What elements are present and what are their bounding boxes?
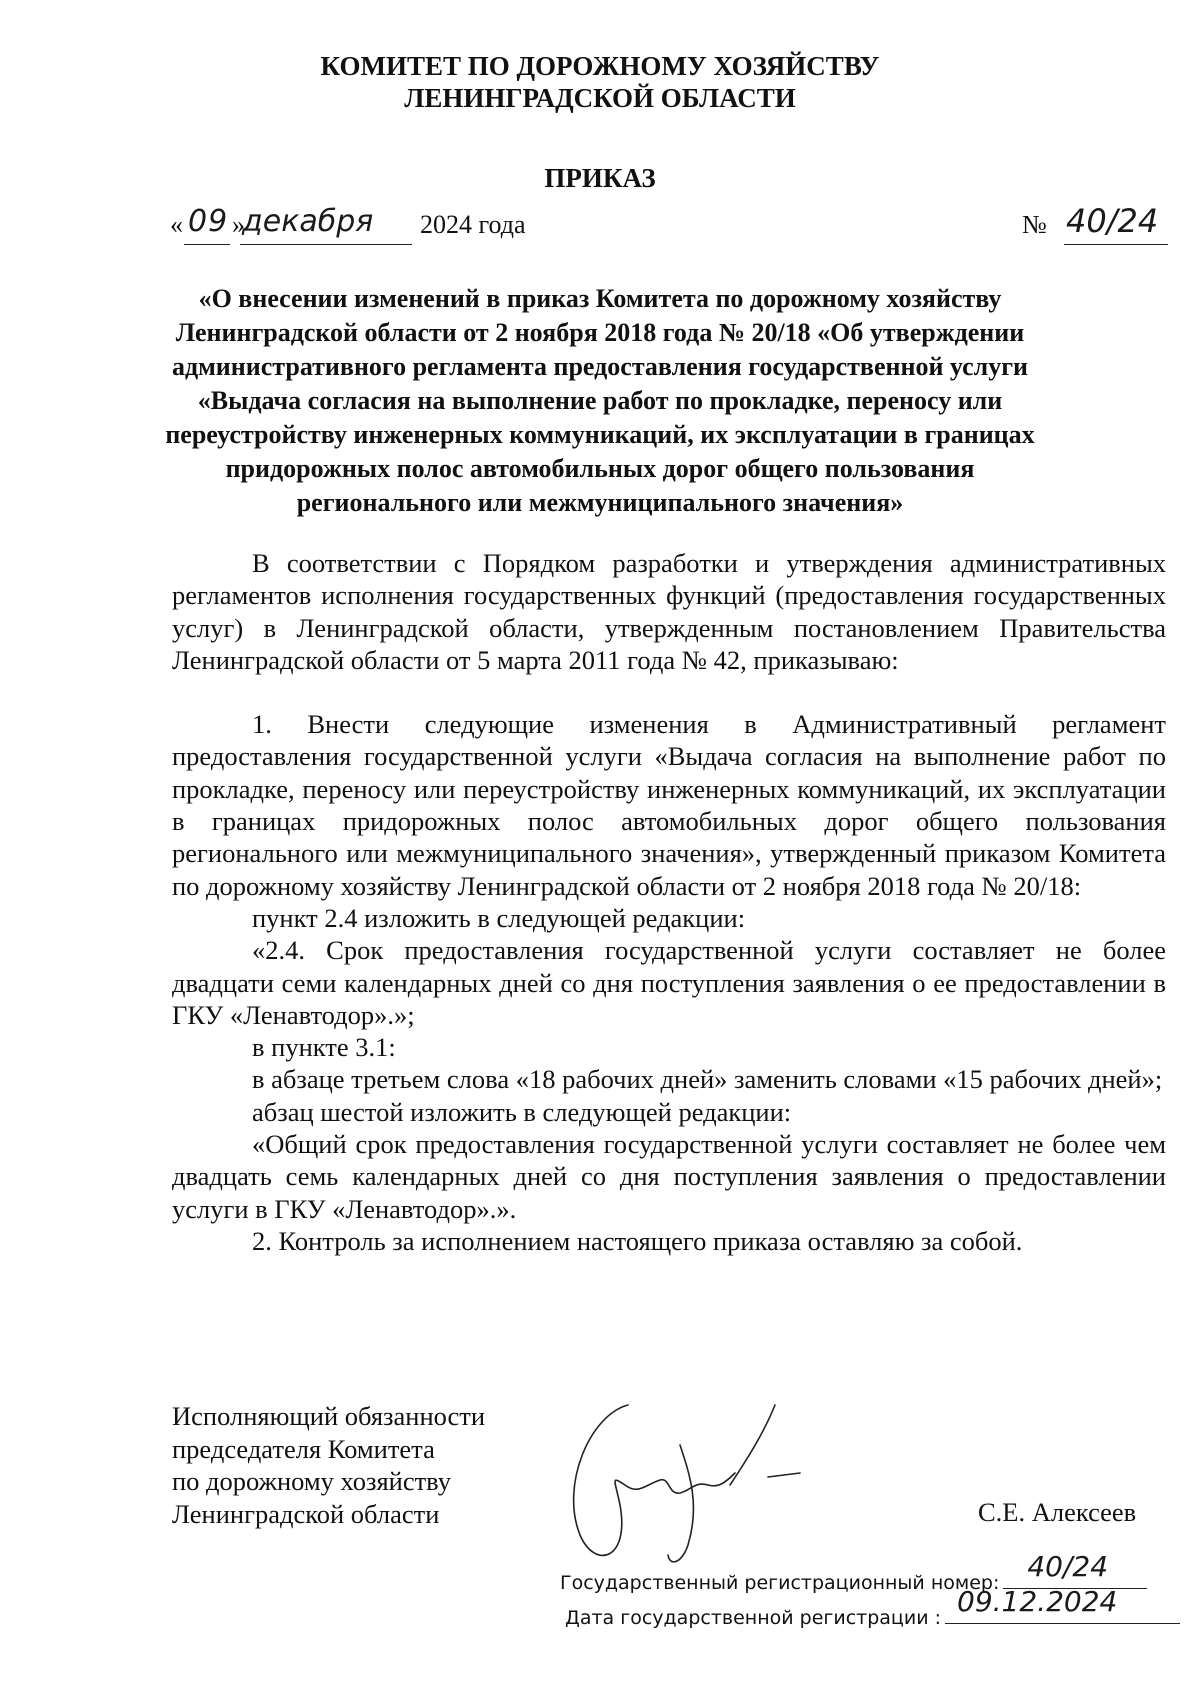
order-number bbox=[1022, 202, 1172, 250]
handwritten-signature bbox=[550, 1385, 850, 1575]
point-3-1-paragraph-6-text: «Общий срок предоставления государственной услуги составляет не более чем двадцать семь календарных дней со дня поступления заявления о предоставлении услуги в ГКУ «Ленавтодор».». bbox=[172, 1129, 1166, 1224]
point-3-1-paragraph-6-intro: абзац шестой изложить в следующей редакции: bbox=[252, 1096, 792, 1127]
signer-title-line2: председателя Комитета bbox=[172, 1433, 435, 1464]
order-subject: «О внесении изменений в приказ Комитета по дорожному хозяйству Ленинградской области от 2 ноября 2018 года № 20/18 «Об утверждении административного регламента предоставления государственной услуги «Выдача согласия на выполнение работ по прокладке, переносу или переустройству инженерных коммуникаций, их эксплуатации в границах придорожных полос автомобильных дорог общего пользования регионального или межмуниципального значения» bbox=[165, 284, 1035, 517]
date-month-handwritten: декабря bbox=[242, 204, 374, 239]
point-2-4-text: «2.4. Срок предоставления государственной услуги составляет не более двадцати семи календарных дней со дня поступления заявления о ее предоставлении в ГКУ «Ленавтодор».»; bbox=[172, 935, 1166, 1030]
registration-date-handwritten: 09.12.2024 bbox=[957, 1585, 1118, 1618]
date-day-handwritten: 09 bbox=[188, 204, 229, 239]
registration-date-line bbox=[565, 1585, 1180, 1629]
date-day-underline bbox=[184, 244, 230, 245]
date-quote-close: » bbox=[232, 210, 245, 239]
date-year: 2024 года bbox=[420, 210, 526, 239]
signer-title bbox=[172, 1400, 572, 1530]
registration-date-label: Дата государственной регистрации : bbox=[565, 1607, 942, 1629]
item-1-paragraph: 1. Внести следующие изменения в Административный регламент предоставления государственной услуги «Выдача согласия на выполнение работ по прокладке, переносу или переустройству инженерных коммуникаций, их эксплуатации в границах придорожных полос автомобильных дорог общего пользования регионального или межмуниципального значения», утвержденный приказом Комитета по дорожному хозяйству Ленинградской области от 2 ноября 2018 года № 20/18: bbox=[172, 709, 1166, 901]
paragraph-gap bbox=[172, 676, 1166, 708]
item-2-paragraph: 2. Контроль за исполнением настоящего приказа оставляю за собой. bbox=[252, 1225, 1023, 1256]
date-quote-open: « bbox=[170, 210, 183, 239]
organization-name-line2: ЛЕНИНГРАДСКОЙ ОБЛАСТИ bbox=[404, 83, 796, 113]
order-body bbox=[172, 547, 1166, 1257]
signer-title-line4: Ленинградской области bbox=[172, 1498, 440, 1529]
order-number-handwritten: 40/24 bbox=[1066, 202, 1159, 240]
order-number-underline bbox=[1064, 244, 1168, 245]
document-type: ПРИКАЗ bbox=[544, 163, 656, 193]
organization-name-line1: КОМИТЕТ ПО ДОРОЖНОМУ ХОЗЯЙСТВУ bbox=[320, 51, 880, 81]
point-3-1-intro: в пункте 3.1: bbox=[252, 1032, 396, 1063]
signer-title-line1: Исполняющий обязанности bbox=[172, 1401, 486, 1431]
point-2-4-intro: пункт 2.4 изложить в следующей редакции: bbox=[252, 902, 746, 933]
point-3-1-paragraph-3: в абзаце третьем слова «18 рабочих дней» заменить словами «15 рабочих дней»; bbox=[252, 1064, 1163, 1095]
signer-title-line3: по дорожному хозяйству bbox=[172, 1466, 452, 1496]
signer-name: С.Е. Алексеев bbox=[978, 1497, 1137, 1527]
date-month-underline bbox=[240, 244, 412, 245]
preamble-paragraph: В соответствии с Порядком разработки и утверждения административных регламентов исполнения государственных функций (предоставления государственных услуг) в Ленинградской области, утвержденным постановлением Правительства Ленинградской области от 5 марта 2011 года № 42, приказываю: bbox=[172, 548, 1166, 675]
registration-number-label: Государственный регистрационный номер: bbox=[560, 1572, 1000, 1594]
registration-number-handwritten: 40/24 bbox=[1027, 1550, 1109, 1583]
number-sign: № bbox=[1022, 210, 1047, 239]
registration-date-field bbox=[945, 1585, 1180, 1624]
